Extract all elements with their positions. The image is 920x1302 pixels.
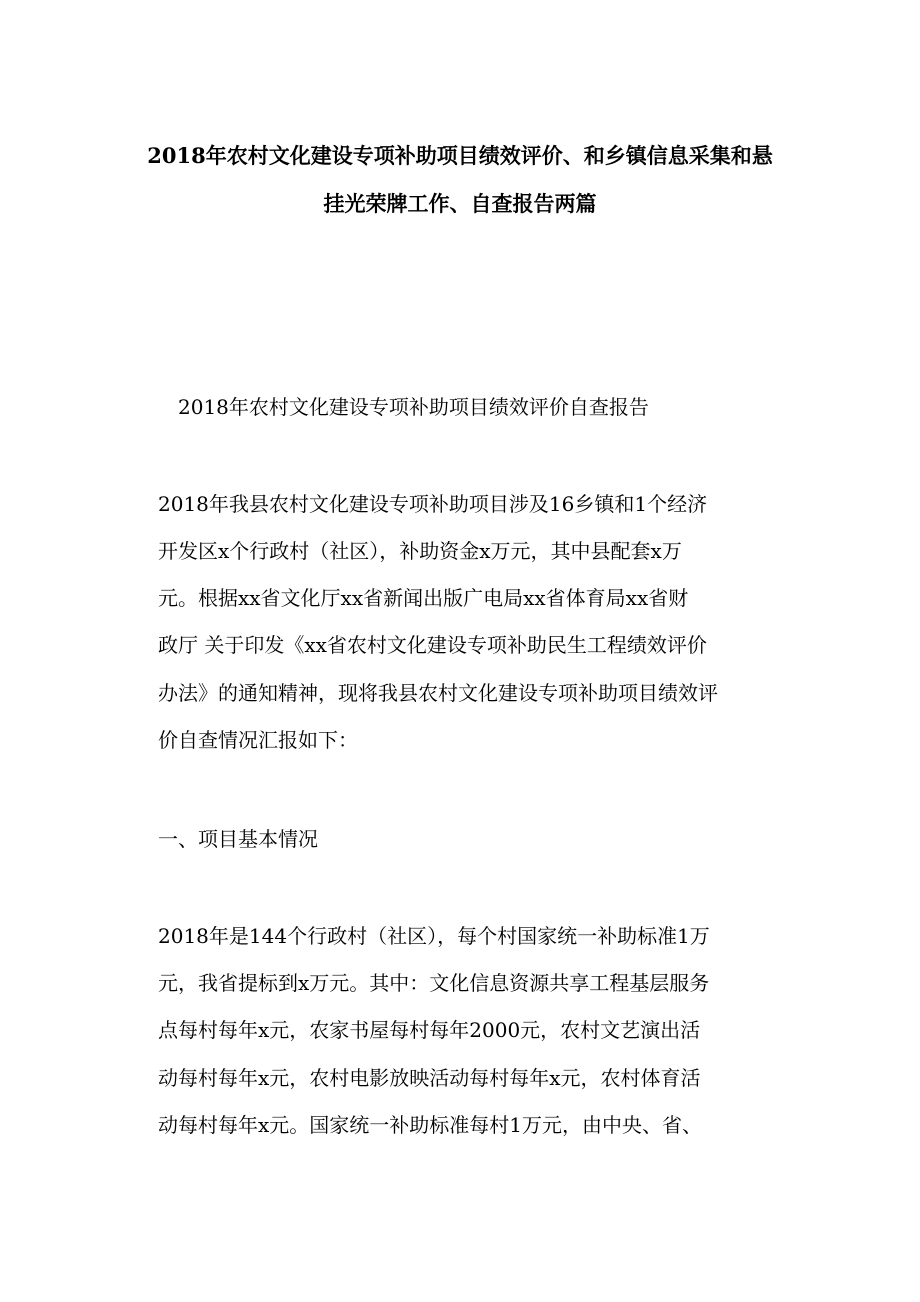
paragraph-1-line-3: 元。根据xx省文化厅xx省新闻出版广电局xx省体育局xx省财 [158,586,689,610]
paragraph-1-line-2: 开发区x个行政村（社区），补助资金x万元，其中县配套x万 [158,539,682,563]
paragraph-2-line-3: 点每村每年x元，农家书屋每村每年2000元，农村文艺演出活 [158,1018,701,1042]
paragraph-1-line-6: 价自查情况汇报如下： [158,728,358,752]
document-title-line-2: 挂光荣牌工作、自查报告两篇 [323,191,597,216]
section-1-heading: 一、项目基本情况 [158,827,318,851]
report-subtitle: 2018年农村文化建设专项补助项目绩效评价自查报告 [178,395,649,419]
paragraph-1-line-4: 政厅 关于印发《xx省农村文化建设专项补助民生工程绩效评价 [158,633,707,657]
document-title-line-1: 2018年农村文化建设专项补助项目绩效评价、和乡镇信息采集和悬 [147,143,773,168]
paragraph-2-line-4: 动每村每年x元，农村电影放映活动每村每年x元，农村体育活 [158,1066,701,1090]
paragraph-2-line-1: 2018年是144个行政村（社区），每个村国家统一补助标准1万 [158,924,710,948]
paragraph-2-line-5: 动每村每年x元。国家统一补助标准每村1万元，由中央、省、 [158,1113,703,1137]
paragraph-1-line-5: 办法》的通知精神，现将我县农村文化建设专项补助项目绩效评 [158,681,718,705]
paragraph-2-line-2: 元，我省提标到x万元。其中：文化信息资源共享工程基层服务 [158,971,710,995]
paragraph-1-line-1: 2018年我县农村文化建设专项补助项目涉及16乡镇和1个经济 [158,492,708,516]
